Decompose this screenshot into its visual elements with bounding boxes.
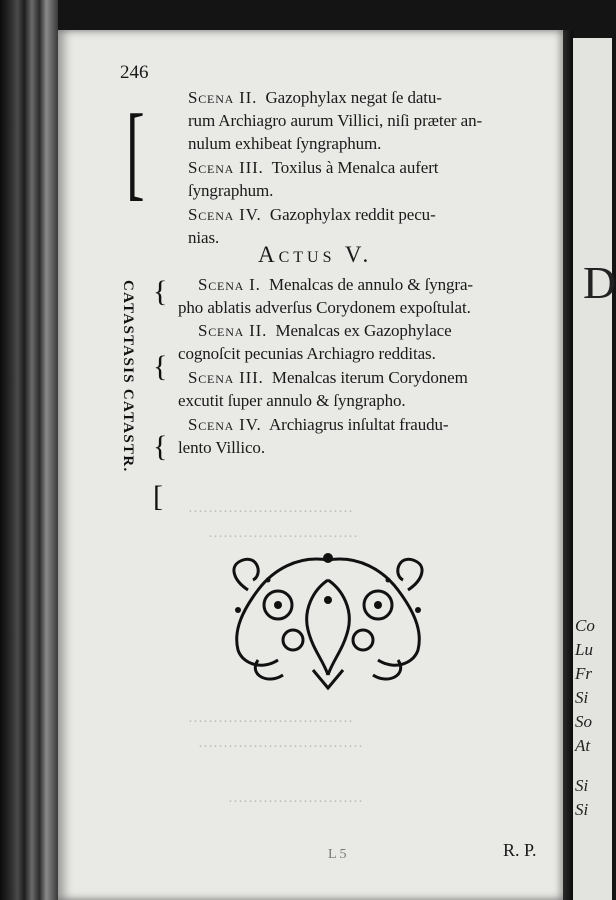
scene-line: nulum exhibeat ſyngraphum.	[188, 134, 382, 153]
scene-label: Scena IV.	[188, 205, 262, 224]
catchword: R. P.	[503, 840, 537, 860]
book-page-left: …………………………… ………………………… …………………………… …………………………… ……………………… 246 [ Scena II. Gazophylax negat ſe datu- rum Archiagro aurum Villici, niſi præter an- nulum exhibeat ſyngraphum. Scena III. Toxilus à Menalca aufert ſyngraphum. Scena IV. Gazophylax reddit pecu- nias. Actus V. { { { [ CATASTASIS CATASTR. Scena I. Menalcas de annulo & ſyngra- pho ablatis adverſus Corydonem expoſtulat. Scena II. Menalcas ex Gazophylace cognoſcit pecunias Archiagro redditas. Scena III. Menalcas iterum Corydonem excutit ſuper annulo & ſyngrapho. Scena IV. Archiagrus inſultat fraudu- lento Villico. L 5 R. P.	[58, 30, 563, 900]
scene-line: cognoſcit pecunias Archiagro redditas.	[178, 344, 436, 363]
scene-line: Scena II. Gazophylax negat ſe datu-	[188, 88, 442, 107]
scene-label: Scena II.	[198, 321, 268, 340]
scene-line: rum Archiagro aurum Villici, niſi præter an-	[188, 111, 483, 130]
scene-label: Scena III.	[188, 368, 264, 387]
scene-label: Scena IV.	[188, 415, 262, 434]
facing-line: Si	[575, 688, 589, 707]
brace-2: {	[153, 350, 168, 383]
side-label: CATASTASIS CATASTR.	[120, 280, 136, 473]
book-page-right-edge	[573, 38, 616, 900]
scene-line: Scena I. Menalcas de annulo & ſyngra-	[198, 275, 473, 294]
scene-line: Scena IV. Archiagrus inſultat fraudu-	[188, 415, 449, 434]
page-gutter	[563, 30, 573, 900]
facing-line: At	[575, 736, 591, 755]
drop-cap: D	[583, 257, 616, 308]
scene-line: nias.	[188, 228, 220, 247]
facing-line: Lu	[575, 640, 593, 659]
scene-line: Scena III. Toxilus à Menalca aufert	[188, 158, 439, 177]
scene-line: lento Villico.	[178, 438, 265, 457]
scene-line: excutit ſuper annulo & ſyngrapho.	[178, 391, 406, 410]
page-number: 246	[120, 62, 149, 83]
facing-line: Si	[575, 776, 589, 795]
scene-line: Scena III. Menalcas iterum Corydonem	[188, 368, 468, 387]
brace-4: [	[153, 480, 163, 513]
scene-line: pho ablatis adverſus Corydonem expoſtulat.	[178, 298, 471, 317]
facing-line: Si	[575, 800, 589, 819]
act-heading: Actus V.	[258, 242, 373, 267]
ornament-illustration	[218, 550, 438, 690]
scene-line: Scena IV. Gazophylax reddit pecu-	[188, 205, 436, 224]
brace-1: {	[153, 275, 168, 308]
brace-3: {	[153, 430, 168, 463]
facing-line: Co	[575, 616, 595, 635]
scene-label: Scena I.	[198, 275, 261, 294]
facing-line: So	[575, 712, 592, 731]
scene-label: Scena III.	[188, 158, 264, 177]
facing-line: Fr	[575, 664, 592, 683]
scene-line: ſyngraphum.	[188, 181, 274, 200]
signature-mark: L 5	[328, 847, 347, 862]
brace-left-1: [	[126, 93, 145, 212]
scene-label: Scena II.	[188, 88, 258, 107]
book-spine	[0, 0, 58, 900]
scene-line: Scena II. Menalcas ex Gazophylace	[198, 321, 452, 340]
